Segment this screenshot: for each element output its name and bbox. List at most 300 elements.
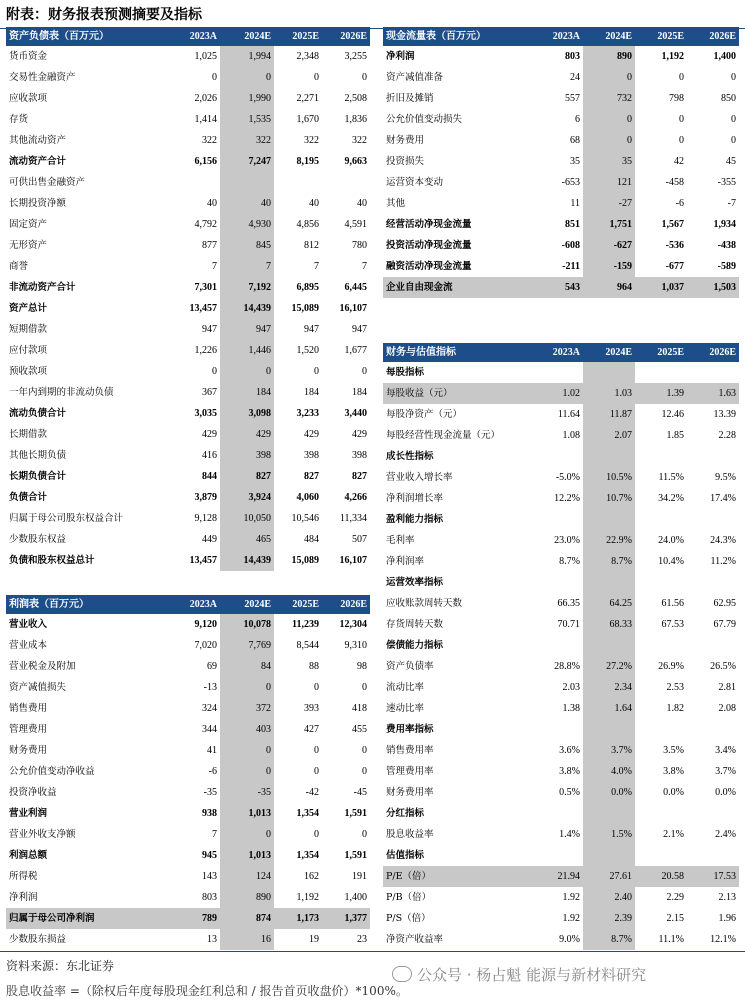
- section-row: [383, 719, 739, 740]
- cell-value: 465: [220, 529, 274, 550]
- section-row: [383, 635, 739, 656]
- cell-value: 11,334: [339, 512, 367, 524]
- table-row: [383, 929, 739, 950]
- row-label: 一年内到期的非流动负债: [9, 386, 114, 398]
- cell-value: 845: [220, 235, 274, 256]
- cell-value: 2.08: [718, 702, 736, 714]
- cell-value: 41: [207, 744, 217, 756]
- cell-value: 827: [304, 470, 319, 482]
- cell-value: 938: [202, 807, 217, 819]
- row-label: 归属于母公司股东权益合计: [9, 512, 124, 524]
- row-label: 管理费用: [9, 723, 48, 735]
- table-header-row: [6, 27, 370, 46]
- table-title: 现金流量表（百万元）: [383, 27, 537, 46]
- cell-value: 191: [352, 870, 367, 882]
- cell-value: 17.53: [687, 866, 739, 887]
- cell-value: 3,440: [344, 407, 367, 419]
- cell-value: 184: [220, 382, 274, 403]
- cell-value: 34.2%: [658, 492, 684, 504]
- table-row: [6, 845, 370, 866]
- row-label: 长期借款: [9, 428, 48, 440]
- column-header: 2026E: [687, 343, 739, 362]
- cell-value: 16,107: [339, 554, 367, 566]
- cell-value: 10.4%: [658, 555, 684, 567]
- watermark-text: 公众号 · 杨占魁 能源与新材料研究: [417, 966, 647, 984]
- table-row: [6, 635, 370, 656]
- cell-value: 877: [202, 239, 217, 251]
- cell-value: 9.0%: [559, 933, 580, 945]
- cell-value: 3.8%: [559, 765, 580, 777]
- cell-value: 803: [565, 50, 580, 62]
- cell-value: 17.4%: [710, 492, 736, 504]
- cell-value: 851: [565, 218, 580, 230]
- row-label: 营业外收支净额: [9, 828, 76, 840]
- cell-value: 418: [352, 702, 367, 714]
- table-title: 利润表（百万元）: [6, 595, 174, 614]
- cell-value: 322: [220, 130, 274, 151]
- column-header: 2023A: [537, 343, 583, 362]
- row-label: 营业收入增长率: [386, 471, 453, 483]
- cell-value: 0: [314, 365, 319, 377]
- row-label: 短期借款: [9, 323, 48, 335]
- table-row: [383, 551, 739, 572]
- cell-value: 484: [304, 533, 319, 545]
- cell-value: 9,128: [194, 512, 217, 524]
- cell-value: [635, 845, 687, 866]
- cell-value: 7,301: [194, 281, 217, 293]
- row-label: 每股收益（元）: [383, 383, 537, 404]
- cell-value: 1,520: [296, 344, 319, 356]
- cell-value: [687, 509, 739, 530]
- cell-value: 10,050: [220, 508, 274, 529]
- cell-value: 0.0%: [715, 786, 736, 798]
- cell-value: 947: [220, 319, 274, 340]
- cell-value: 1.38: [562, 702, 580, 714]
- cell-value: 0: [362, 744, 367, 756]
- row-label: 经营活动净现金流量: [386, 218, 472, 230]
- cell-value: 449: [202, 533, 217, 545]
- table-row: [6, 761, 370, 782]
- table-row: [6, 445, 370, 466]
- row-label: 运营效率指标: [386, 576, 444, 588]
- cell-value: 9,120: [194, 618, 217, 630]
- cell-value: 8.7%: [559, 555, 580, 567]
- cell-value: 1,994: [220, 46, 274, 67]
- cell-value: 1.85: [666, 429, 684, 441]
- table-row: [6, 782, 370, 803]
- cell-value: 1,535: [220, 109, 274, 130]
- cell-value: 45: [726, 155, 736, 167]
- row-label: 长期投资净额: [9, 197, 67, 209]
- cell-value: 7: [212, 828, 217, 840]
- row-label: 资产减值准备: [386, 71, 444, 83]
- table-row: [383, 235, 739, 256]
- cell-value: 0: [212, 71, 217, 83]
- table-row: [383, 530, 739, 551]
- table-row: [6, 193, 370, 214]
- row-label: 公允价值变动损失: [386, 113, 463, 125]
- cash-flow-table: [383, 27, 739, 298]
- cell-value: 84: [220, 656, 274, 677]
- cell-value: 1,226: [194, 344, 217, 356]
- cell-value: 23.0%: [554, 534, 580, 546]
- row-label: 速动比率: [386, 702, 425, 714]
- table-row: [383, 256, 739, 277]
- cell-value: 2.29: [666, 891, 684, 903]
- cell-value: [537, 845, 583, 866]
- cell-value: 24.0%: [658, 534, 684, 546]
- table-row: [383, 614, 739, 635]
- table-row: [6, 550, 370, 571]
- cell-value: 12,304: [339, 618, 367, 630]
- table-row: [383, 677, 739, 698]
- cell-value: 398: [220, 445, 274, 466]
- cell-value: 3.4%: [715, 744, 736, 756]
- cell-value: 1.39: [635, 383, 687, 404]
- table-row: [6, 698, 370, 719]
- cell-value: 322: [202, 134, 217, 146]
- cell-value: -27: [583, 193, 635, 214]
- row-label: 固定资产: [9, 218, 48, 230]
- cell-value: 2,026: [194, 92, 217, 104]
- table-row: [6, 214, 370, 235]
- cell-value: [687, 572, 739, 593]
- cell-value: 4,792: [194, 218, 217, 230]
- cell-value: 1,591: [344, 849, 367, 861]
- row-label: 存货: [9, 113, 29, 125]
- cell-value: 0: [314, 828, 319, 840]
- cell-value: 4.0%: [583, 761, 635, 782]
- column-header: 2026E: [322, 27, 370, 46]
- row-label: 流动负债合计: [9, 407, 67, 419]
- row-label: 成长性指标: [386, 450, 434, 462]
- cell-value: -589: [717, 260, 736, 272]
- row-label: 企业自由现金流: [383, 277, 537, 298]
- row-label: P/B（倍）: [386, 891, 432, 903]
- cell-value: [583, 635, 635, 656]
- cell-value: 40: [357, 197, 367, 209]
- cell-value: 8,544: [296, 639, 319, 651]
- cell-value: 3.6%: [559, 744, 580, 756]
- cell-value: [635, 803, 687, 824]
- row-label: 非流动资产合计: [9, 281, 76, 293]
- cell-value: 3.5%: [663, 744, 684, 756]
- cell-value: 0: [220, 67, 274, 88]
- cell-value: 947: [304, 323, 319, 335]
- column-header: 2025E: [274, 595, 322, 614]
- cell-value: 780: [352, 239, 367, 251]
- cell-value: 69: [207, 660, 217, 672]
- cell-value: 398: [304, 449, 319, 461]
- cell-value: 1.92: [562, 912, 580, 924]
- cell-value: -45: [353, 786, 367, 798]
- cell-value: -13: [203, 681, 217, 693]
- cell-value: 0: [679, 134, 684, 146]
- cell-value: 945: [202, 849, 217, 861]
- cell-value: 12.2%: [554, 492, 580, 504]
- cell-value: 42: [674, 155, 684, 167]
- cell-value: 10,546: [291, 512, 319, 524]
- table-row: [383, 130, 739, 151]
- cell-value: 68.33: [583, 614, 635, 635]
- cell-value: 8.7%: [583, 551, 635, 572]
- cell-value: 3.8%: [663, 765, 684, 777]
- table-row: [6, 403, 370, 424]
- cell-value: 0.0%: [583, 782, 635, 803]
- cell-value: 964: [583, 277, 635, 298]
- row-label: 商誉: [9, 260, 29, 272]
- cell-value: 0: [220, 740, 274, 761]
- row-label: 财务费用率: [386, 786, 434, 798]
- cell-value: 4,591: [344, 218, 367, 230]
- cell-value: [537, 509, 583, 530]
- cell-value: 143: [202, 870, 217, 882]
- cell-value: 7,020: [194, 639, 217, 651]
- table-row: [6, 151, 370, 172]
- cell-value: -355: [717, 176, 736, 188]
- cell-value: 2,508: [344, 92, 367, 104]
- source-note: 资料来源：东北证券: [6, 959, 115, 973]
- cell-value: 13: [207, 933, 217, 945]
- cell-value: 0: [583, 67, 635, 88]
- table-header-row: [383, 27, 739, 46]
- cell-value: 1,037: [635, 277, 687, 298]
- cell-value: 947: [352, 323, 367, 335]
- table-row: [6, 382, 370, 403]
- cell-value: 1.82: [666, 702, 684, 714]
- cell-value: 1.03: [583, 383, 635, 404]
- column-header: 2023A: [537, 27, 583, 46]
- cell-value: 1.4%: [559, 828, 580, 840]
- cell-value: 40: [220, 193, 274, 214]
- cell-value: 184: [352, 386, 367, 398]
- table-row: [6, 677, 370, 698]
- cell-value: -627: [583, 235, 635, 256]
- table-row: [383, 193, 739, 214]
- cell-value: 1.64: [583, 698, 635, 719]
- row-label: 货币资金: [9, 50, 48, 62]
- cell-value: 732: [583, 88, 635, 109]
- cell-value: 40: [207, 197, 217, 209]
- cell-value: 11,239: [292, 618, 319, 630]
- table-row: [6, 866, 370, 887]
- table-row: [6, 361, 370, 382]
- cell-value: 1,591: [344, 807, 367, 819]
- cell-value: -5.0%: [555, 471, 580, 483]
- table-row: [6, 487, 370, 508]
- cell-value: 1,354: [296, 807, 319, 819]
- cell-value: 455: [352, 723, 367, 735]
- cell-value: 15,089: [291, 554, 319, 566]
- table-row: [383, 761, 739, 782]
- row-label: 折旧及摊销: [386, 92, 434, 104]
- section-row: [383, 446, 739, 467]
- cell-value: 890: [220, 887, 274, 908]
- row-label: 营业税金及附加: [9, 660, 76, 672]
- cell-value: 22.9%: [583, 530, 635, 551]
- cell-value: 0: [731, 71, 736, 83]
- cell-value: 322: [352, 134, 367, 146]
- cell-value: 66.35: [557, 597, 580, 609]
- cell-value: [537, 719, 583, 740]
- cell-value: 3,255: [344, 50, 367, 62]
- column-header: 2025E: [274, 27, 322, 46]
- row-label: 其他: [386, 197, 406, 209]
- cell-value: 7: [314, 260, 319, 272]
- cell-value: -7: [727, 197, 736, 209]
- cell-value: 68: [570, 134, 580, 146]
- table-row: [383, 214, 739, 235]
- cell-value: 7: [212, 260, 217, 272]
- cell-value: 789: [174, 908, 220, 929]
- cell-value: 1.63: [687, 383, 739, 404]
- cell-value: 1,934: [713, 218, 736, 230]
- cell-value: 1.02: [537, 383, 583, 404]
- cell-value: 0: [362, 681, 367, 693]
- column-header: 2024E: [583, 343, 635, 362]
- cell-value: 35: [583, 151, 635, 172]
- cell-value: 27.61: [583, 866, 635, 887]
- cell-value: 8.7%: [583, 929, 635, 950]
- cell-value: 2.03: [562, 681, 580, 693]
- cell-value: 0: [220, 677, 274, 698]
- cell-value: 28.8%: [554, 660, 580, 672]
- cell-value: -35: [203, 786, 217, 798]
- cell-value: -6: [208, 765, 217, 777]
- column-header: 2025E: [635, 343, 687, 362]
- cell-value: -608: [561, 239, 580, 251]
- cell-value: 10.5%: [583, 467, 635, 488]
- section-row: [383, 845, 739, 866]
- cell-value: 0: [314, 765, 319, 777]
- table-row: [6, 277, 370, 298]
- column-header: 2024E: [583, 27, 635, 46]
- cell-value: [687, 719, 739, 740]
- row-label: 盈利能力指标: [386, 513, 444, 525]
- cell-value: 372: [220, 698, 274, 719]
- cell-value: 367: [202, 386, 217, 398]
- cell-value: 7,192: [220, 277, 274, 298]
- cell-value: 0: [362, 71, 367, 83]
- cell-value: 64.25: [583, 593, 635, 614]
- row-label: 管理费用率: [386, 765, 434, 777]
- cell-value: 1.08: [562, 429, 580, 441]
- row-label: 长期负债合计: [9, 470, 67, 482]
- row-label: 投资净收益: [9, 786, 57, 798]
- cell-value: 16,107: [339, 302, 367, 314]
- cell-value: 1.96: [718, 912, 736, 924]
- row-label: 每股净资产（元）: [386, 408, 463, 420]
- cell-value: -35: [220, 782, 274, 803]
- cell-value: 61.56: [661, 597, 684, 609]
- cell-value: 184: [304, 386, 319, 398]
- cell-value: [537, 803, 583, 824]
- row-label: 融资活动净现金流量: [386, 260, 472, 272]
- table-row: [6, 424, 370, 445]
- table-row: [383, 109, 739, 130]
- row-label: 每股指标: [386, 366, 425, 378]
- cell-value: 1,751: [583, 214, 635, 235]
- row-label: 利润总额: [9, 849, 48, 861]
- cell-value: 35: [570, 155, 580, 167]
- cell-value: 322: [304, 134, 319, 146]
- row-label: 净利润: [386, 50, 415, 62]
- cell-value: 21.94: [537, 866, 583, 887]
- cell-value: 3,035: [194, 407, 217, 419]
- cell-value: 24.3%: [710, 534, 736, 546]
- cell-value: 429: [220, 424, 274, 445]
- cell-value: [583, 446, 635, 467]
- row-label: 股息收益率: [386, 828, 434, 840]
- cell-value: 70.71: [557, 618, 580, 630]
- cell-value: 6: [575, 113, 580, 125]
- cell-value: 1,567: [661, 218, 684, 230]
- cell-value: 1.5%: [583, 824, 635, 845]
- row-label: 财务费用: [386, 134, 425, 146]
- cell-value: [687, 803, 739, 824]
- table-title: 资产负债表（百万元）: [6, 27, 174, 46]
- cell-value: 429: [202, 428, 217, 440]
- section-row: [383, 572, 739, 593]
- cell-value: 12.46: [661, 408, 684, 420]
- table-row: [383, 824, 739, 845]
- cell-value: 1,990: [220, 88, 274, 109]
- cell-value: 19: [309, 933, 319, 945]
- cell-value: 0: [362, 365, 367, 377]
- cell-value: 0: [679, 113, 684, 125]
- row-label: 少数股东权益: [9, 533, 67, 545]
- cell-value: 67.79: [713, 618, 736, 630]
- cell-value: [635, 635, 687, 656]
- table-row: [383, 656, 739, 677]
- column-header: 2026E: [687, 27, 739, 46]
- cell-value: 7,769: [220, 635, 274, 656]
- cell-value: [583, 803, 635, 824]
- cell-value: 1,503: [687, 277, 739, 298]
- cell-value: 6,895: [296, 281, 319, 293]
- cell-value: 121: [583, 172, 635, 193]
- cell-value: [583, 362, 635, 383]
- cell-value: 2,271: [296, 92, 319, 104]
- cell-value: 557: [565, 92, 580, 104]
- cell-value: 2.28: [718, 429, 736, 441]
- cell-value: 429: [352, 428, 367, 440]
- row-label: 应收款项: [9, 92, 48, 104]
- cell-value: 11.2%: [710, 555, 736, 567]
- cell-value: [687, 635, 739, 656]
- row-label: 销售费用率: [386, 744, 434, 756]
- table-row: [6, 466, 370, 487]
- row-label: 费用率指标: [386, 723, 434, 735]
- cell-value: 98: [357, 660, 367, 672]
- cell-value: 416: [202, 449, 217, 461]
- cell-value: 162: [304, 870, 319, 882]
- row-label: 估值指标: [386, 849, 425, 861]
- cell-value: 12.1%: [710, 933, 736, 945]
- cell-value: 16: [220, 929, 274, 950]
- cell-value: 13,457: [189, 554, 217, 566]
- cell-value: 27.2%: [583, 656, 635, 677]
- cell-value: 1,836: [344, 113, 367, 125]
- cell-value: 0: [679, 71, 684, 83]
- cell-value: [537, 362, 583, 383]
- cell-value: [687, 362, 739, 383]
- cell-value: 798: [669, 92, 684, 104]
- financial-ratios-table: [383, 343, 739, 950]
- cell-value: 40: [309, 197, 319, 209]
- cell-value: 6,156: [194, 155, 217, 167]
- row-label: 资产减值损失: [9, 681, 67, 693]
